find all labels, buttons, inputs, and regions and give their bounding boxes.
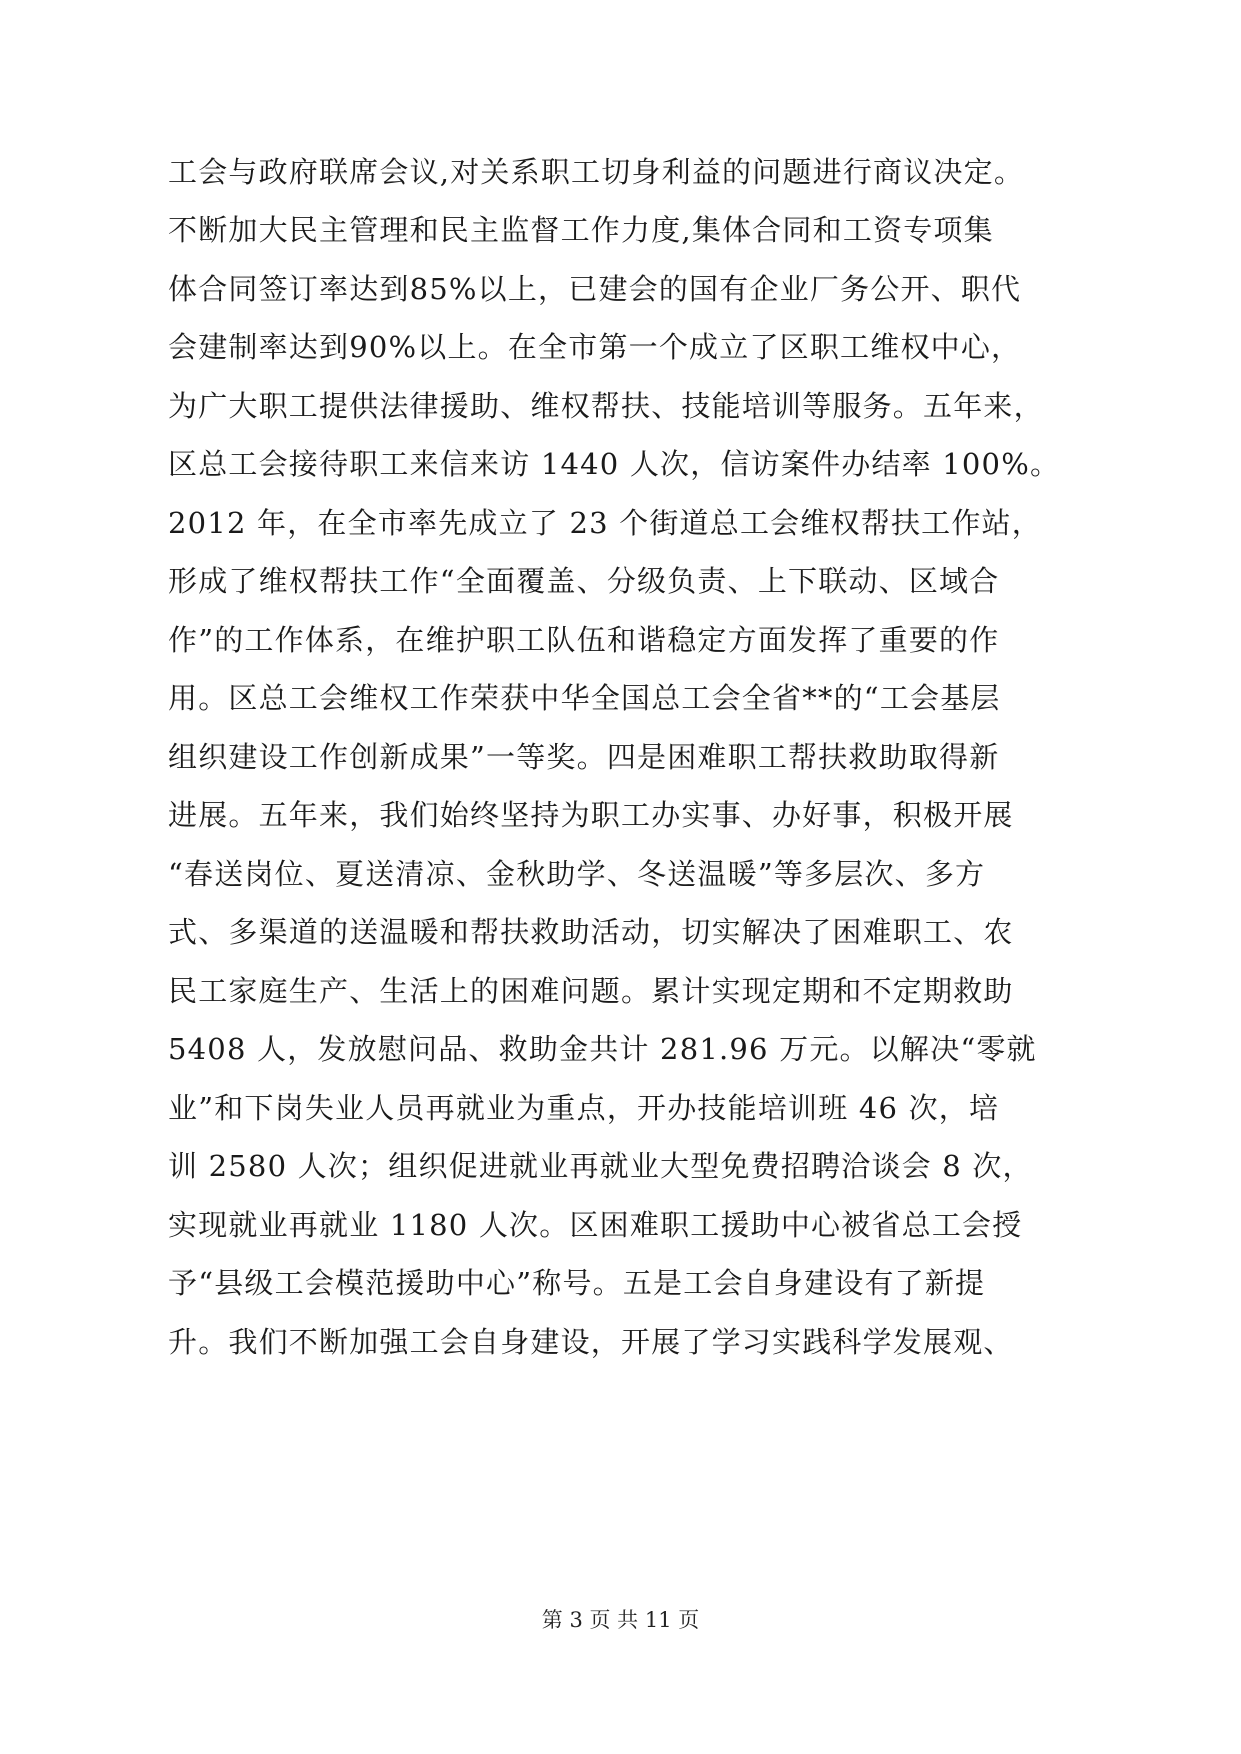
body-line-18: 训 2580 人次；组织促进就业再就业大型免费招聘洽谈会 8 次， [168, 1149, 1033, 1183]
body-line-17: 业”和下岗失业人员再就业为重点，开办技能培训班 46 次，培 [168, 1091, 1000, 1125]
body-line-3: 体合同签订率达到85%以上，已建会的国有企业厂务公开、职代 [168, 272, 1022, 306]
body-line-2: 不断加大民主管理和民主监督工作力度,集体合同和工资专项集 [168, 213, 994, 247]
body-line-15: 民工家庭生产、生活上的困难问题。累计实现定期和不定期救助 [168, 974, 1014, 1008]
body-line-9: 作”的工作体系，在维护职工队伍和谐稳定方面发挥了重要的作 [168, 623, 1000, 657]
body-line-11: 组织建设工作创新成果”一等奖。四是困难职工帮扶救助取得新 [168, 740, 1000, 774]
body-line-4: 会建制率达到90%以上。在全市第一个成立了区职工维权中心， [168, 330, 1022, 364]
body-line-1: 工会与政府联席会议,对关系职工切身利益的问题进行商议决定。 [168, 155, 1025, 189]
body-line-14: 式、多渠道的送温暖和帮扶救助活动，切实解决了困难职工、农 [168, 915, 1014, 949]
body-line-21: 升。我们不断加强工会自身建设，开展了学习实践科学发展观、 [168, 1325, 1014, 1359]
body-line-6: 区总工会接待职工来信来访 1440 人次，信访案件办结率 100%。 [168, 447, 1061, 481]
body-line-12: 进展。五年来，我们始终坚持为职工办实事、办好事，积极开展 [168, 798, 1014, 832]
body-line-20: 予“县级工会模范援助中心”称号。五是工会自身建设有了新提 [168, 1266, 986, 1300]
body-line-16: 5408 人，发放慰问品、救助金共计 281.96 万元。以解决“零就 [168, 1032, 1037, 1066]
body-line-5: 为广大职工提供法律援助、维权帮扶、技能培训等服务。五年来， [168, 389, 1044, 423]
body-line-10: 用。区总工会维权工作荣获中华全国总工会全省**的“工会基层 [168, 681, 1001, 715]
body-line-8: 形成了维权帮扶工作“全面覆盖、分级负责、上下联动、区域合 [168, 564, 1000, 598]
body-line-19: 实现就业再就业 1180 人次。区困难职工援助中心被省总工会授 [168, 1208, 1023, 1242]
page-number-footer: 第 3 页 共 11 页 [541, 1608, 700, 1632]
body-line-7: 2012 年，在全市率先成立了 23 个街道总工会维权帮扶工作站， [168, 506, 1042, 540]
body-line-13: “春送岗位、夏送清凉、金秋助学、冬送温暖”等多层次、多方 [168, 857, 986, 891]
